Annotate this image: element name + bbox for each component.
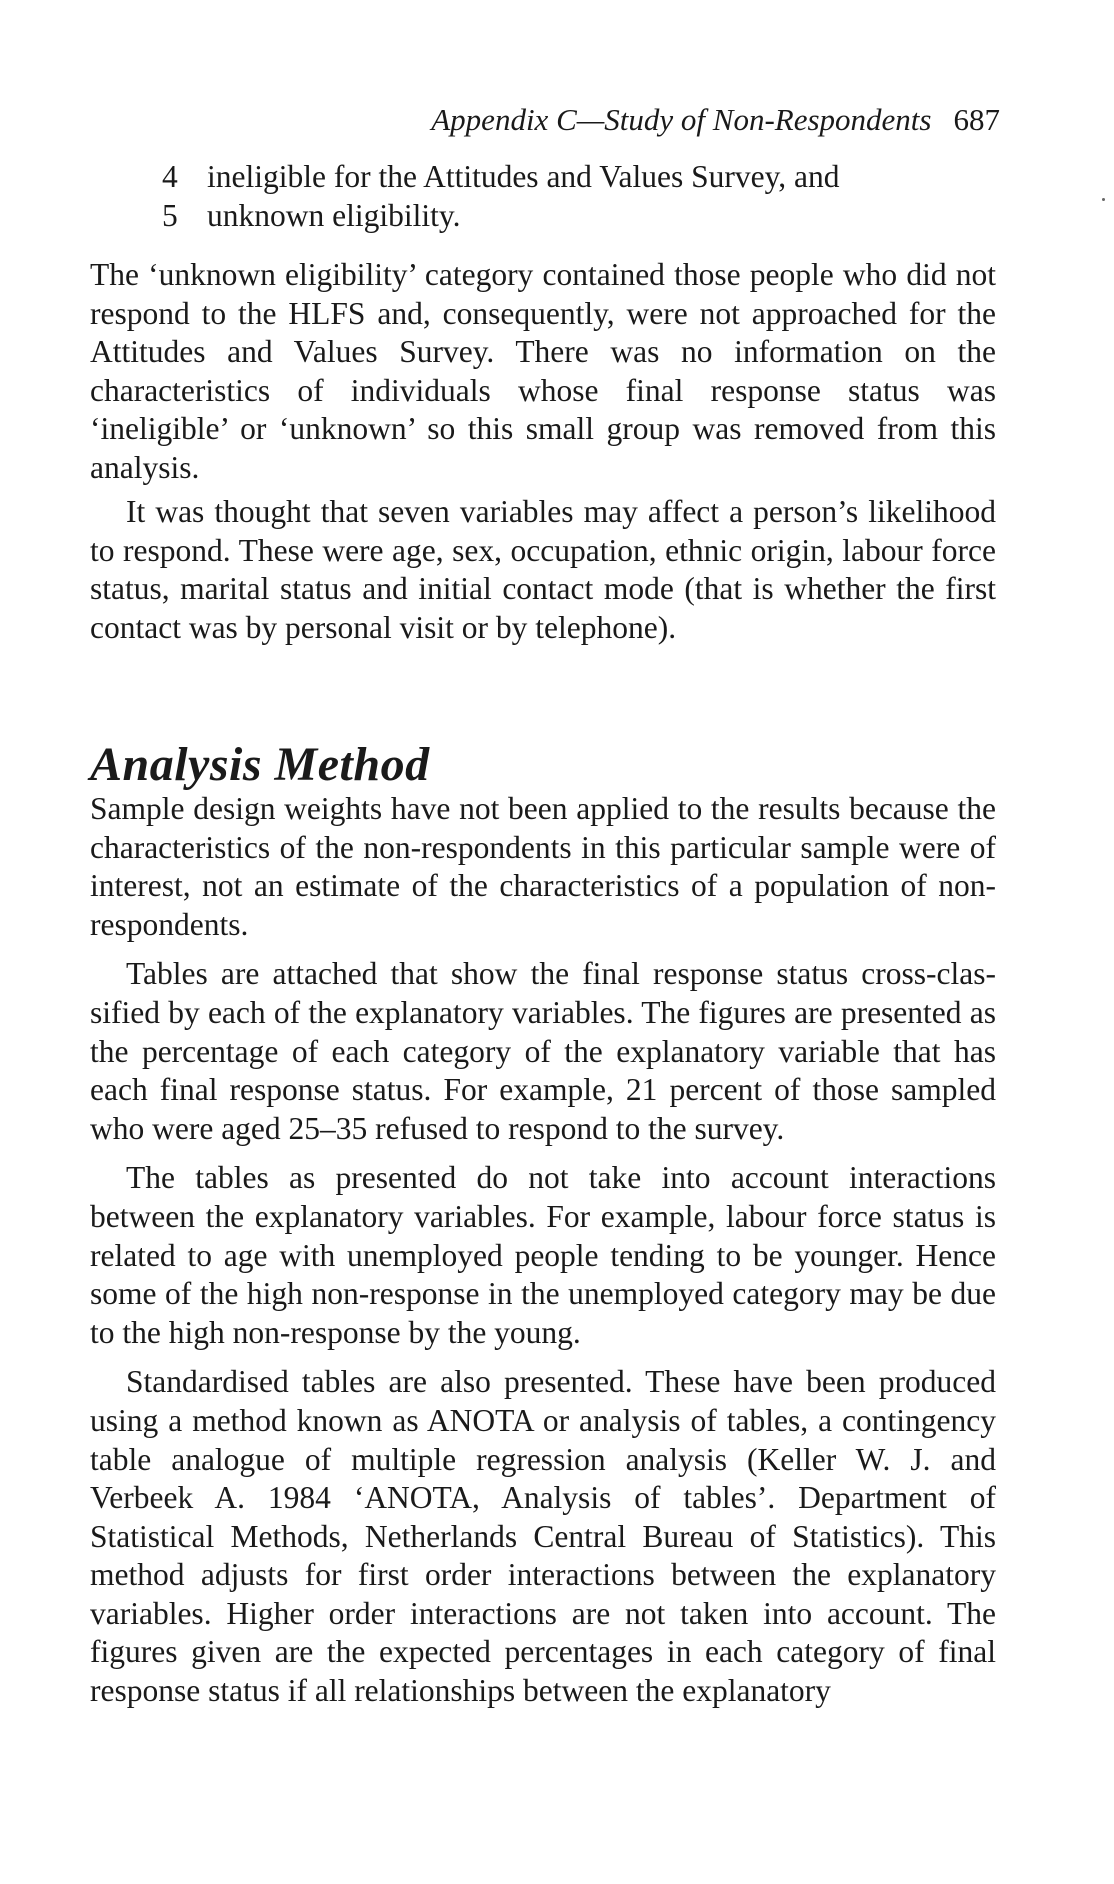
list-item-number: 5 — [162, 197, 178, 233]
paragraph-standardised-tables: Standardised tables are also presented. These have been produced using a method known as ANOTA or analysis of tables, a contingency table analogue of multiple regression analysis (Keller W. J. and Verbeek A. 1984 ‘ANOTA, Analysis of tables’. Department of Statistical Methods, Netherlands Central Bureau of Statistics). This method adjusts for first order interactions between the explanatory variables. Higher order interactions are not taken into account. The figures given are the expected percentages in each category of final response status if all relationships between the explanatory — [90, 1364, 996, 1709]
margin-mark — [1102, 198, 1105, 201]
list-item-number: 4 — [162, 159, 178, 194]
list-item — [90, 197, 996, 236]
eligibility-list — [90, 158, 996, 235]
list-item — [90, 158, 996, 197]
running-head — [400, 100, 1000, 140]
section-heading: Analysis Method — [90, 737, 430, 791]
page-number: 687 — [953, 102, 1000, 137]
paragraph-interactions: The tables as presented do not take into account interactions between the explanatory variables. For example, labour force status is related to age with unemployed people tending to be younger. Hence some of the high non-response in the unemployed category may be due to the high non-response by the young. — [90, 1160, 996, 1350]
paragraph-weights: Sample design weights have not been applied to the results because the characteristics of the non-respondents in this particular sample were of interest, not an estimate of the characteristics of a population of non-respondents. — [90, 791, 996, 942]
variables-paragraph-block — [90, 493, 996, 647]
running-head-title: Appendix C—Study of Non-Respondents — [431, 102, 932, 137]
list-item-text: ineligible for the Attitudes and Values Survey, and — [207, 159, 840, 194]
paragraph-tables: Tables are attached that show the final response status cross-classified by each of the explanatory variables. The figures are presented as the percentage of each category of the explanatory variable that has each final response status. For example, 21 percent of those sampled who were aged 25–35 refused to respond to the survey. — [90, 956, 996, 1146]
list-item-text: unknown eligibility. — [207, 197, 461, 233]
intro-paragraph-block — [90, 256, 996, 488]
analysis-method-body — [90, 790, 996, 1711]
paragraph-variables: It was thought that seven variables may affect a person’s likelihood to respond. These were age, sex, occupation, ethnic origin, labour force status, marital status and initial contact mode (that is whether the first contact was by personal visit or by telephone). — [90, 494, 996, 645]
paragraph-unknown-eligibility: The ‘unknown eligibility’ category contained those people who did not respond to the HLFS and, consequently, were not approached for the Attitudes and Values Survey. There was no information on the characteristics of individuals whose final response status was ‘ineligible’ or ‘unknown’ so this small group was removed from this analysis. — [90, 257, 996, 485]
